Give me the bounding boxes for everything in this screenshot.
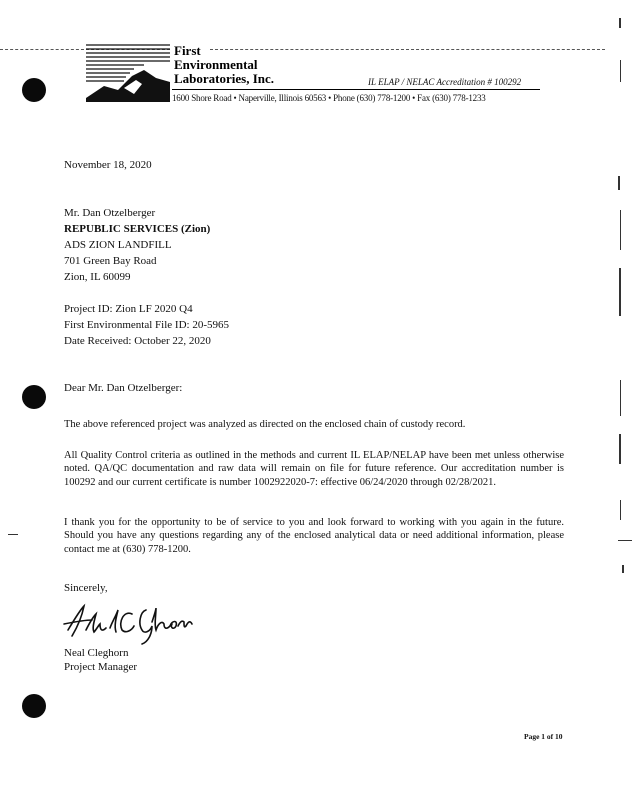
signature bbox=[60, 600, 195, 646]
paragraph-2-text: All Quality Control criteria as outlined in the methods and current IL ELAP/NELAP have been met unless otherwise noted. QA/QC documentation and raw data will remain on file for future reference. Our accreditation number is 100292 and our current certificate is number 1002922020-7: effective 06/24/2020 through 02/28/2021. bbox=[64, 450, 564, 488]
recipient-site: ADS ZION LANDFILL bbox=[64, 239, 172, 251]
scan-speck bbox=[619, 268, 621, 316]
date-received: Date Received: October 22, 2020 bbox=[64, 335, 211, 347]
scan-speck bbox=[620, 380, 621, 416]
scan-speck bbox=[619, 434, 621, 464]
signer-title: Project Manager bbox=[64, 661, 137, 673]
company-name-line2: Environmental bbox=[174, 57, 258, 72]
scan-speck bbox=[618, 540, 632, 541]
logo-icon bbox=[84, 42, 172, 104]
file-id: First Environmental File ID: 20-5965 bbox=[64, 319, 229, 331]
paragraph-1 bbox=[64, 418, 564, 431]
scan-speck bbox=[619, 18, 621, 28]
scan-speck bbox=[620, 210, 621, 250]
punch-hole-3 bbox=[22, 694, 46, 718]
letter-date: November 18, 2020 bbox=[64, 159, 152, 171]
scan-speck bbox=[622, 565, 624, 573]
salutation: Dear Mr. Dan Otzelberger: bbox=[64, 382, 183, 394]
punch-hole-2 bbox=[22, 385, 46, 409]
scan-speck bbox=[618, 176, 620, 190]
recipient-company: REPUBLIC SERVICES (Zion) bbox=[64, 223, 211, 235]
closing: Sincerely, bbox=[64, 582, 108, 594]
scan-speck bbox=[620, 60, 621, 82]
letterhead-rule bbox=[172, 89, 540, 90]
scan-speck bbox=[620, 500, 621, 520]
company-name-line3: Laboratories, Inc. bbox=[174, 71, 275, 86]
accreditation-text: IL ELAP / NELAC Accreditation # 100292 bbox=[368, 77, 522, 87]
page-number: Page 1 of 10 bbox=[524, 732, 563, 741]
punch-hole-1 bbox=[22, 78, 46, 102]
recipient-street: 701 Green Bay Road bbox=[64, 255, 157, 267]
scan-speck bbox=[8, 534, 18, 535]
company-address: 1600 Shore Road • Naperville, Illinois 60563 • Phone (630) 778-1200 • Fax (630) 778-1233 bbox=[172, 93, 486, 103]
project-id: Project ID: Zion LF 2020 Q4 bbox=[64, 303, 193, 315]
paragraph-1-text: The above referenced project was analyzed as directed on the enclosed chain of custody record. bbox=[64, 419, 466, 430]
paragraph-3-text: I thank you for the opportunity to be of service to you and look forward to working with you again in the future. Should you have any questions regarding any of the enclosed analytical data or need additional information, please contact me at (630) 778-1200. bbox=[64, 517, 564, 555]
company-logo bbox=[84, 42, 172, 104]
signer-name: Neal Cleghorn bbox=[64, 647, 129, 659]
recipient-name: Mr. Dan Otzelberger bbox=[64, 207, 156, 219]
company-name-line1: First bbox=[174, 43, 201, 58]
top-dashed-line-right bbox=[210, 49, 605, 50]
signature-icon bbox=[60, 600, 195, 646]
recipient-city: Zion, IL 60099 bbox=[64, 271, 131, 283]
paragraph-3 bbox=[64, 516, 564, 556]
paragraph-2 bbox=[64, 449, 564, 489]
